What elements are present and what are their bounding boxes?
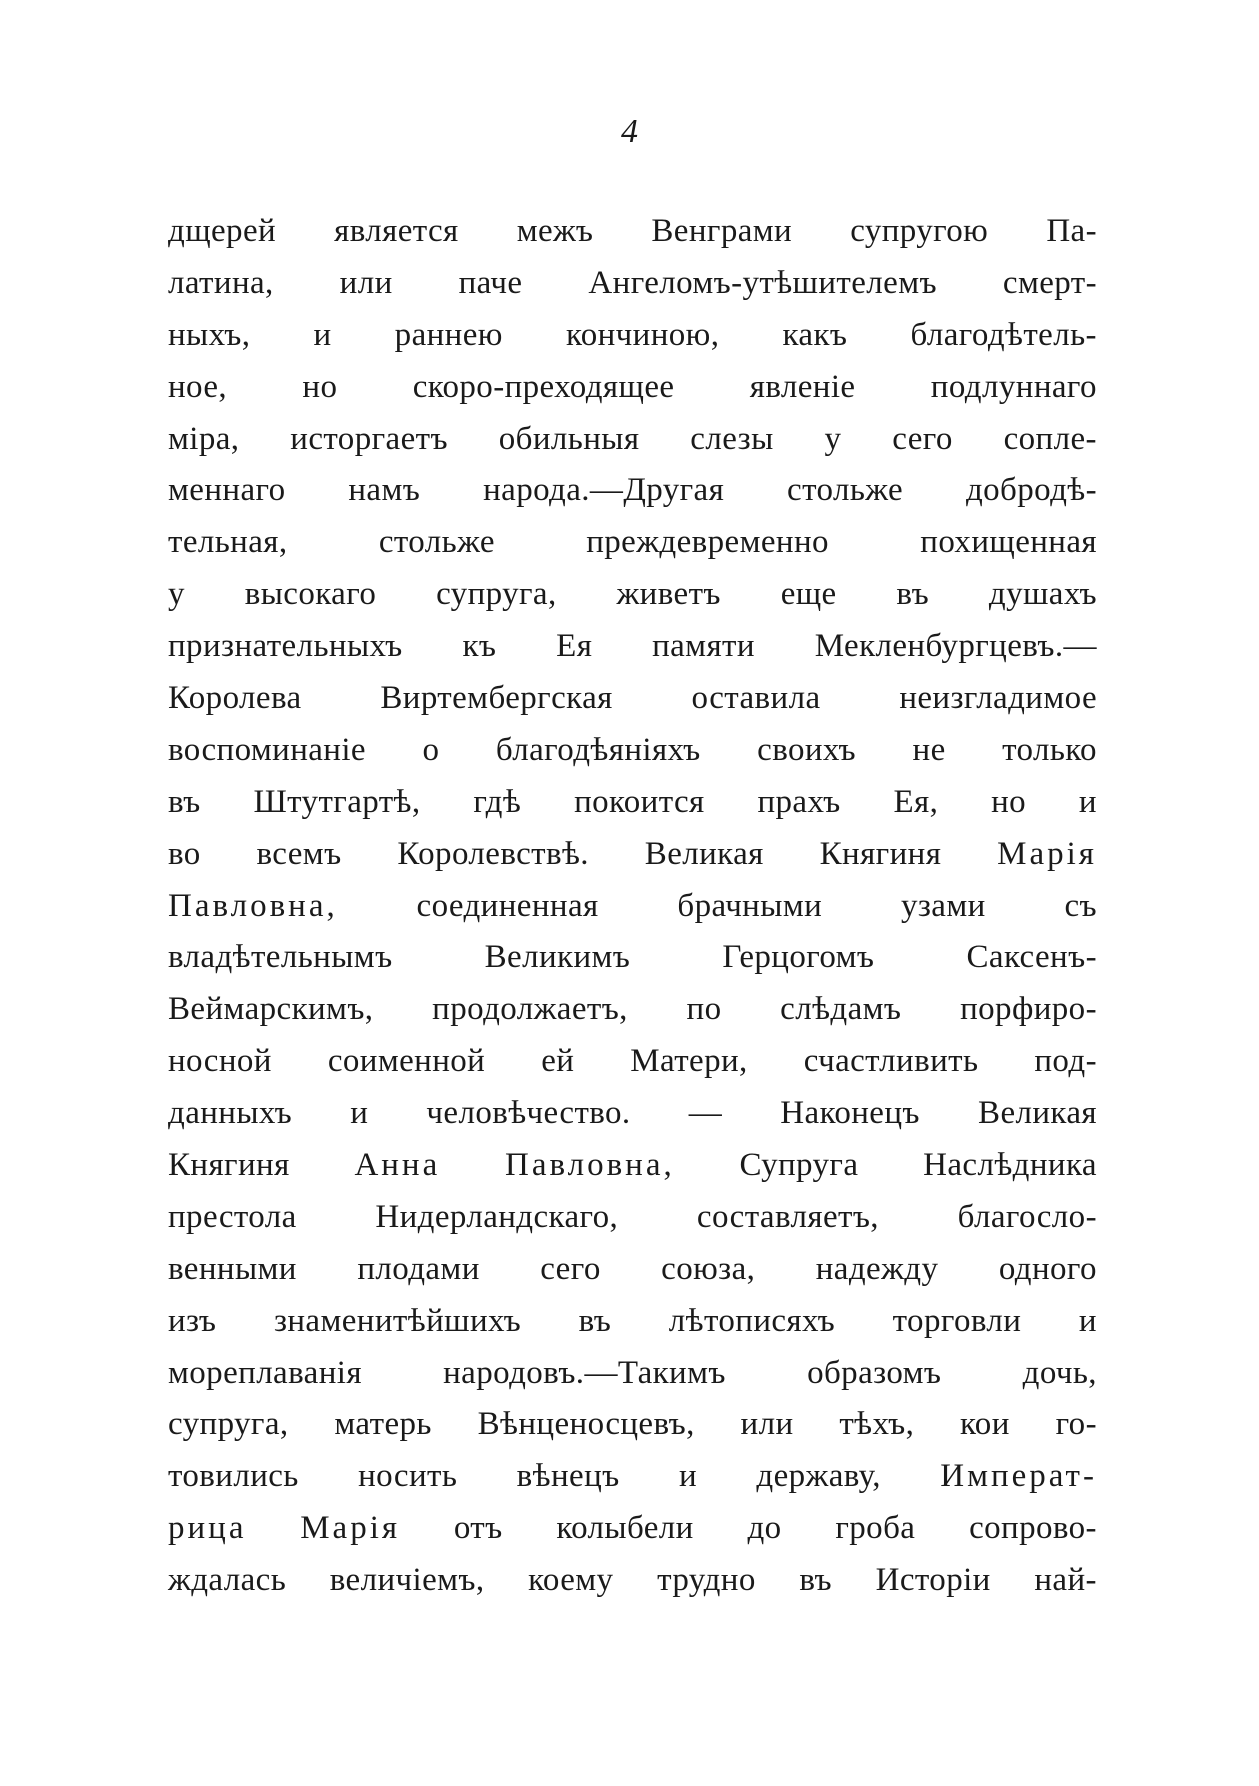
text-line [168,517,1097,569]
text-line [168,1451,1097,1503]
word: ное, [168,368,228,405]
word: супругою [850,213,989,249]
text-line [168,1348,1097,1400]
word: воспоминаніе [168,731,366,768]
word: стольже [787,472,904,509]
word: въ [578,1302,612,1339]
text-line [168,465,1097,517]
word: Ея [556,628,593,665]
word: по [686,991,722,1028]
text-line [168,414,1097,466]
word: памяти [652,628,755,665]
word: преждевременно [586,524,829,561]
text-line [168,1140,1097,1192]
word: Павловна, [168,887,338,924]
text-line [168,1036,1097,1088]
word: не [912,731,946,768]
word: гроба [835,1510,916,1547]
text-line [168,881,1097,933]
word: колыбели [556,1510,694,1547]
word: образомъ [807,1354,942,1391]
word: Великимъ [484,939,631,976]
word: союза, [661,1250,756,1287]
word: благодѣтель- [910,316,1097,353]
word: трудно [657,1562,756,1599]
word: го- [1055,1406,1097,1443]
word: державу, [756,1458,881,1495]
word: Великая [644,835,764,872]
word: тѣхъ, [839,1406,915,1443]
text-line [168,1296,1097,1348]
word: гдѣ [473,783,522,820]
word: Наслѣдника [923,1147,1097,1184]
word: у [168,576,185,613]
word: венными [168,1250,297,1287]
word: Исторіи [875,1562,991,1599]
word: народа.—Другая [483,472,725,509]
word: въ [799,1562,833,1599]
word: но [302,368,338,405]
word: Веймарскимъ, [168,991,374,1028]
word: латина, [168,264,274,301]
word: данныхъ [168,1095,293,1132]
word: порфиро- [960,991,1097,1028]
word: обильныя [498,420,640,457]
word: отъ [453,1510,503,1547]
word: знаменитѣйшихъ [273,1302,522,1339]
word: сопрово- [969,1510,1097,1547]
word: матерь [334,1406,432,1443]
word: кои [960,1406,1010,1443]
word: съ [1064,887,1097,924]
word: ныхъ, [168,316,251,353]
word: въ [896,576,930,613]
word: высокаго [244,576,377,613]
word: или [740,1406,794,1443]
word: еще [780,576,837,613]
word: изъ [168,1302,217,1339]
word: похищенная [920,524,1097,561]
word: коему [528,1562,614,1599]
word: под- [1034,1043,1097,1080]
word: оставила [691,680,821,717]
word: подлуннаго [930,368,1097,405]
word: Марія [300,1510,401,1547]
word: Княгиня [819,835,942,872]
word: душахъ [988,576,1097,613]
text-line [168,1399,1097,1451]
word: во [168,835,201,872]
word: ей [541,1043,575,1080]
word: скоро-преходящее [412,368,675,405]
word: Штутгартѣ, [253,783,421,820]
word: до [747,1510,782,1547]
word: Ея, [893,783,939,820]
word: престола [168,1198,297,1235]
word: — [688,1095,723,1132]
word: узами [900,887,986,924]
word: рица [168,1510,247,1547]
word: най- [1034,1562,1097,1599]
word: соименной [327,1043,486,1080]
word: и [1078,783,1097,820]
word: признательныхъ [168,628,403,665]
text-line [168,1192,1097,1244]
word: супруга, [436,576,557,613]
word: Ангеломъ-утѣшителемъ [588,264,937,301]
word: о [422,731,440,768]
word: лѣтописяхъ [668,1302,836,1339]
word: народовъ.—Такимъ [443,1354,726,1391]
word: міра, [168,420,240,457]
text-line [168,206,1097,258]
word: и [1078,1302,1097,1339]
text-line [168,1503,1097,1555]
word: одного [998,1250,1097,1287]
word: Виртембергская [380,680,613,717]
word: плодами [357,1250,480,1287]
word: человѣчество. [426,1095,631,1132]
word: благодѣяніяхъ [495,731,701,768]
text-line [168,932,1097,984]
text-line [168,1244,1097,1296]
word: межъ [516,213,594,249]
word: дочь, [1022,1354,1097,1391]
word: но [991,783,1027,820]
word: добродѣ- [965,472,1097,509]
word: раннею [394,316,503,353]
page-number: 4 [621,113,638,150]
word: благосло- [957,1198,1097,1235]
word: Герцогомъ [722,939,875,976]
text-line [168,984,1097,1036]
word: слезы [690,420,774,457]
word: всемъ [256,835,342,872]
word: дщерей [168,213,277,249]
word: меннаго [168,472,286,509]
word: паче [458,264,523,301]
word: Саксенъ- [966,939,1097,976]
word: и [350,1095,369,1132]
text-line [168,258,1097,310]
word: соединенная [416,887,599,924]
word: и [313,316,332,353]
word: продолжаетъ, [432,991,628,1028]
word: Марія [997,835,1097,872]
text-line [168,725,1097,777]
word: покоится [574,783,705,820]
word: величіемъ, [329,1562,485,1599]
word: Матери, [630,1043,748,1080]
word: Вѣнценосцевъ, [477,1406,695,1443]
word: неизгладимое [899,680,1097,717]
word: явленіе [749,368,856,405]
word: только [1002,731,1097,768]
word: Супруга [739,1147,859,1184]
word: носить [358,1458,458,1495]
word: Павловна, [505,1147,675,1184]
word: надежду [815,1250,939,1287]
word: сего [892,420,953,457]
word: Королевствѣ. [397,835,589,872]
word: торговли [892,1302,1022,1339]
word: мореплаванія [168,1354,362,1391]
word: вѣнецъ [516,1458,620,1495]
body-text [168,206,1097,1607]
word: Венграми [651,213,793,249]
text-line [168,362,1097,414]
word: смерт- [1002,264,1097,301]
word: исторгаетъ [290,420,448,457]
text-line [168,569,1097,621]
word: Императ- [940,1458,1097,1495]
word: Королева [168,680,302,717]
word: или [339,264,393,301]
word: намъ [348,472,421,509]
text-line [168,1555,1097,1607]
text-line [168,829,1097,881]
word: владѣтельнымъ [168,939,393,976]
word: сопле- [1003,420,1097,457]
word: Наконецъ [780,1095,920,1132]
word: составляетъ, [696,1198,879,1235]
word: какъ [782,316,848,353]
word: и [678,1458,698,1495]
text-line [168,673,1097,725]
word: Па- [1046,213,1097,249]
word: Мекленбургцевъ.— [814,628,1097,665]
word: у [824,420,842,457]
word: счастливить [803,1043,979,1080]
word: стольже [378,524,495,561]
word: кончиною, [565,316,720,353]
word: брачными [677,887,823,924]
word: въ [168,783,201,820]
word: товились [168,1458,299,1495]
word: ждалась [168,1562,287,1599]
word: является [334,213,459,249]
text-line [168,777,1097,829]
word: сего [540,1250,601,1287]
text-line [168,621,1097,673]
word: слѣдамъ [780,991,902,1028]
word: супруга, [168,1406,289,1443]
word: носной [168,1043,272,1080]
word: Анна [354,1147,441,1184]
word: тельная, [168,524,288,561]
text-line [168,310,1097,362]
text-line [168,1088,1097,1140]
word: къ [462,628,497,665]
word: своихъ [757,731,857,768]
word: живетъ [616,576,721,613]
word: Княгиня [168,1147,290,1184]
word: прахъ [757,783,841,820]
word: Нидерландскаго, [375,1198,619,1235]
word: Великая [978,1095,1097,1132]
